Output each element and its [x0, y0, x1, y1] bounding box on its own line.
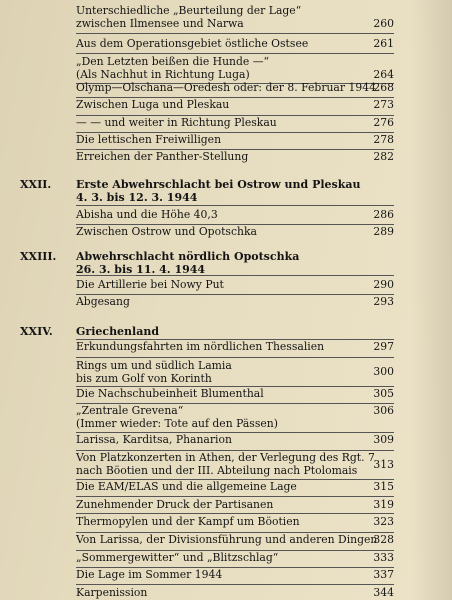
entry-title-line: (Immer wieder: Tote auf den Pässen) [76, 417, 278, 430]
entry-page-number: 293 [373, 295, 394, 308]
entry-divider [76, 33, 394, 34]
entry-title-line: „Sommergewitter“ und „Blitzschlag“ [76, 551, 279, 564]
section-title-line: 4. 3. bis 12. 3. 1944 [76, 191, 198, 204]
toc-entry [76, 340, 394, 353]
entry-title-line: „Zentrale Grevena“ [76, 404, 184, 417]
section-title-line: Griechenland [76, 325, 160, 338]
entry-title-line: Olymp—Olschana—Oredesh oder: der 8. Februar 1944 [76, 81, 376, 94]
section-title-line: Abwehrschlacht nördlich Opotschka [76, 250, 300, 263]
page-curve-shadow [410, 0, 452, 600]
section-numeral: XXII. [20, 178, 52, 191]
entry-title-line: Die Lage im Sommer 1944 [76, 568, 223, 581]
section-title-line: Erste Abwehrschlacht bei Ostrow und Pleskau [76, 178, 361, 191]
toc-entry [76, 295, 394, 308]
entry-page-number: 305 [373, 387, 394, 400]
entry-page-number: 273 [373, 98, 394, 111]
entry-page-number: 328 [373, 533, 394, 546]
toc-entry [76, 133, 394, 146]
entry-page-number: 260 [373, 17, 394, 30]
toc-entry [76, 55, 394, 81]
section-numeral: XXIV. [20, 325, 53, 338]
entry-title-line: „Den Letzten beißen die Hunde —“ [76, 55, 270, 68]
entry-title-line: Die Nachschubeinheit Blumenthal [76, 387, 264, 400]
toc-entry [76, 98, 394, 111]
toc-entry [76, 278, 394, 291]
entry-page-number: 278 [373, 133, 394, 146]
entry-divider [76, 584, 394, 585]
entry-page-number: 268 [373, 81, 394, 94]
toc-entry [76, 150, 394, 163]
entry-divider [76, 357, 394, 358]
toc-entry [76, 404, 394, 430]
entry-title-line: Die EAM/ELAS und die allgemeine Lage [76, 480, 297, 493]
entry-page-number: 323 [373, 515, 394, 528]
entry-page-number: 282 [373, 150, 394, 163]
toc-entry [76, 433, 394, 446]
entry-title-line: Die Artillerie bei Nowy Put [76, 278, 224, 291]
entry-page-number: 286 [373, 208, 394, 221]
entry-title-line: Erkundungsfahrten im nördlichen Thessalien [76, 340, 325, 353]
entry-page-number: 337 [373, 568, 394, 581]
toc-entry [76, 208, 394, 221]
toc-entry [76, 4, 394, 30]
toc-entry [76, 37, 394, 50]
entry-title-line: Rings um und südlich Lamia [76, 359, 232, 372]
section-heading [76, 250, 394, 276]
entry-page-number: 306 [373, 404, 394, 417]
toc-entry [76, 387, 394, 400]
entry-page-number: 309 [373, 433, 394, 446]
entry-divider [76, 205, 394, 206]
section-numeral: XXIII. [20, 250, 57, 263]
entry-title-line: Unterschiedliche „Beurteilung der Lage“ [76, 4, 302, 17]
entry-title-line: Aus dem Operationsgebiet östliche Ostsee [76, 37, 309, 50]
toc-entry [76, 81, 394, 94]
entry-title-line: Abgesang [76, 295, 130, 308]
toc-entry [76, 515, 394, 528]
entry-title-line: Karpenission [76, 586, 148, 599]
toc-entry [76, 359, 394, 385]
entry-page-number: 313 [373, 458, 394, 471]
entry-title-line: Larissa, Karditsa, Phanarion [76, 433, 232, 446]
entry-title-line: Thermopylen und der Kampf um Böotien [76, 515, 300, 528]
entry-page-number: 276 [373, 116, 394, 129]
entry-title-line: (Als Nachhut in Richtung Luga) [76, 68, 250, 81]
entry-title-line: Die lettischen Freiwilligen [76, 133, 222, 146]
entry-page-number: 297 [373, 340, 394, 353]
toc-entry [76, 225, 394, 238]
toc-entry [76, 451, 394, 477]
entry-title-line: Abisha und die Höhe 40,3 [76, 208, 218, 221]
section-heading [76, 178, 394, 204]
toc-entry [76, 568, 394, 581]
entry-page-number: 300 [373, 365, 394, 378]
section-title-line: 26. 3. bis 11. 4. 1944 [76, 263, 206, 276]
section-heading [76, 325, 394, 338]
entry-divider [76, 496, 394, 497]
toc-entry [76, 586, 394, 599]
entry-title-line: Zunehmender Druck der Partisanen [76, 498, 274, 511]
entry-page-number: 344 [373, 586, 394, 599]
entry-divider [76, 53, 394, 54]
entry-page-number: 261 [373, 37, 394, 50]
entry-title-line: zwischen Ilmensee und Narwa [76, 17, 244, 30]
toc-entry [76, 480, 394, 493]
toc-entry [76, 116, 394, 129]
entry-divider [76, 275, 394, 276]
entry-page-number: 319 [373, 498, 394, 511]
entry-page-number: 289 [373, 225, 394, 238]
entry-title-line: — — und weiter in Richtung Pleskau [76, 116, 277, 129]
toc-entry [76, 551, 394, 564]
entry-title-line: Zwischen Luga und Pleskau [76, 98, 230, 111]
entry-page-number: 333 [373, 551, 394, 564]
entry-title-line: Von Platzkonzerten in Athen, der Verlegung des Rgt. 7 [76, 451, 375, 464]
entry-title-line: Zwischen Ostrow und Opotschka [76, 225, 257, 238]
entry-title-line: Erreichen der Panther-Stellung [76, 150, 249, 163]
entry-title-line: nach Böotien und der III. Abteilung nach Ptolomais [76, 464, 358, 477]
entry-page-number: 264 [373, 68, 394, 81]
entry-title-line: Von Larissa, der Divisionsführung und anderen Dingen [76, 533, 378, 546]
toc-entry [76, 498, 394, 511]
toc-entry [76, 533, 394, 546]
entry-title-line: bis zum Golf von Korinth [76, 372, 212, 385]
entry-page-number: 315 [373, 480, 394, 493]
entry-divider [76, 513, 394, 514]
entry-page-number: 290 [373, 278, 394, 291]
